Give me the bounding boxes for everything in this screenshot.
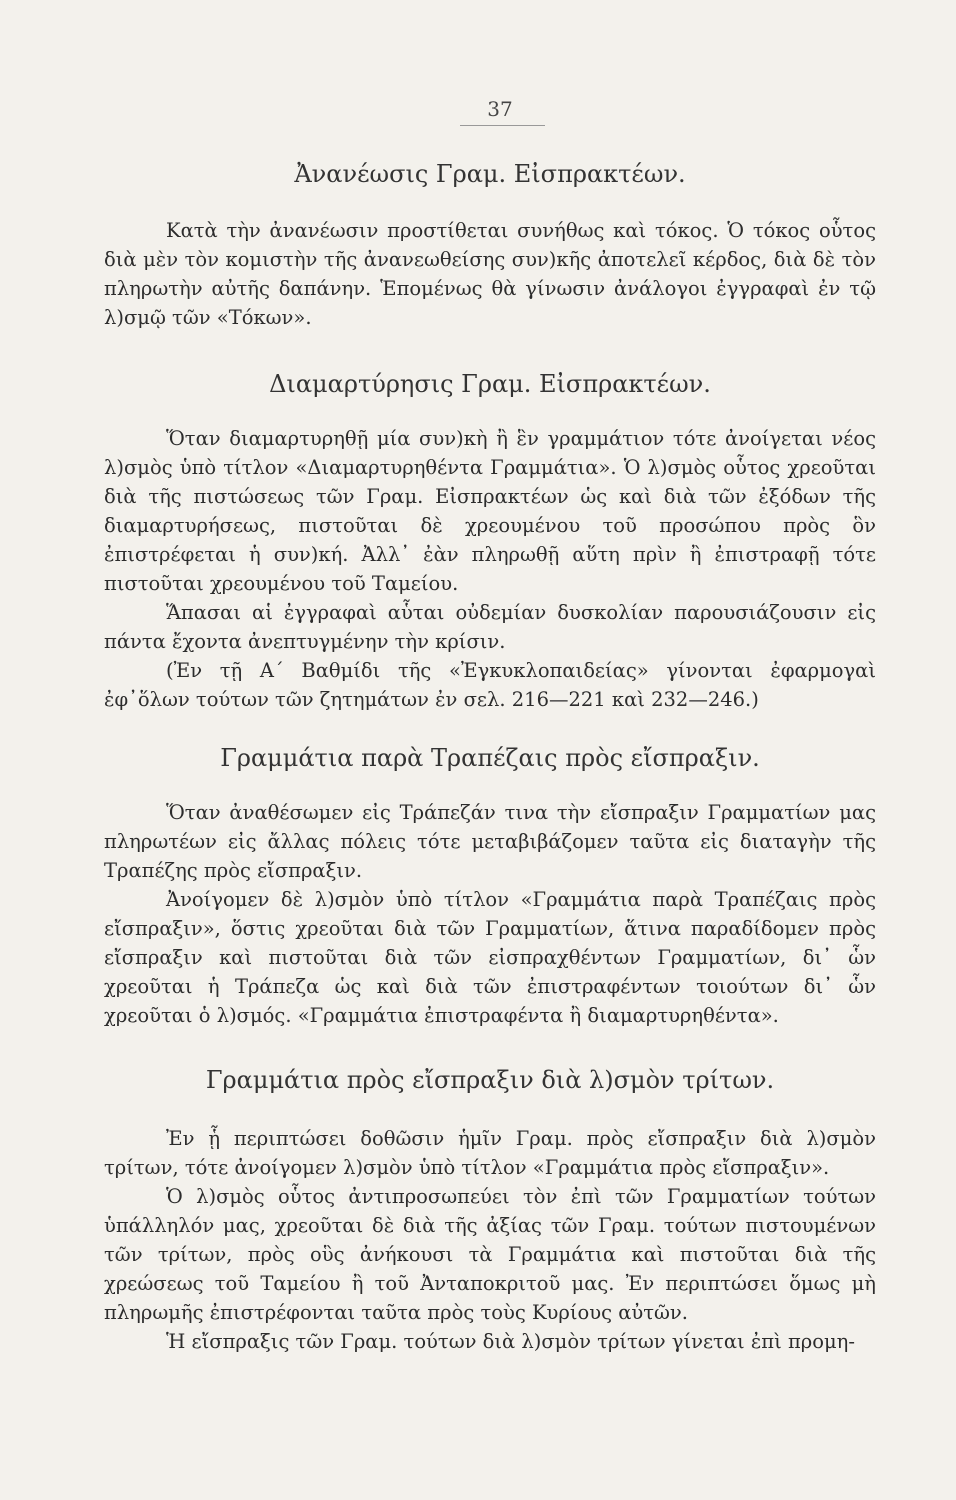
paragraph: Ὅταν διαμαρτυρηθῇ μία συν)κὴ ἢ ἓν γραμμάτιον τότε ἀνοίγεται νέος λ)σμὸς ὑπὸ τίτλον «Διαμαρτυρηθέντα Γραμμάτια». Ὁ λ)σμὸς οὗτος χρεοῦται διὰ τῆς πιστώσεως τῶν Γραμ. Εἰσπρακτέων ὡς καὶ διὰ τῶν ἐξόδων τῆς διαμαρτυρήσεως, πιστοῦται δὲ χρεουμένου τοῦ προσώπου πρὸς ὃν ἐπιστρέφεται ἡ συν)κή. Ἀλλ᾽ ἐὰν πληρωθῇ αὕτη πρὶν ἢ ἐπιστραφῇ τότε πιστοῦται χρεουμένου τοῦ Ταμείου. — [104, 427, 876, 595]
paragraph: Ὁ λ)σμὸς οὗτος ἀντιπροσωπεύει τὸν ἐπὶ τῶν Γραμματίων τούτων ὑπάλληλόν μας, χρεοῦται δὲ διὰ τῆς ἀξίας τῶν Γραμ. τούτων πιστουμένων τῶν τρίτων, πρὸς οὓς ἀνήκουσι τὰ Γραμμάτια καὶ πιστοῦται διὰ τῆς χρεώσεως τοῦ Ταμείου ἢ τοῦ Ἀνταποκριτοῦ μας. Ἐν περιπτώσει ὅμως μὴ πληρωμῆς ἐπιστρέφονται ταῦτα πρὸς τοὺς Κυρίους αὐτῶν. — [104, 1185, 876, 1324]
paragraph: Κατὰ τὴν ἀνανέωσιν προστίθεται συνήθως καὶ τόκος. Ὁ τόκος οὗτος διὰ μὲν τὸν κομιστὴν τῆς ἀνανεωθείσης συν)κῆς ἀποτελεῖ κέρδος, διὰ δὲ τὸν πληρωτὴν αὐτῆς δαπάνην. Ἑπομένως θὰ γίνωσιν ἀνάλογοι ἐγγραφαὶ ἐν τῷ λ)σμῷ τῶν «Τόκων». — [104, 219, 876, 329]
section-heading-bank-collection: Γραμμάτια παρὰ Τραπέζαις πρὸς εἴσπραξιν. — [220, 744, 760, 772]
paragraph: Ἀνοίγομεν δὲ λ)σμὸν ὑπὸ τίτλον «Γραμμάτια παρὰ Τραπέζαις πρὸς εἴσπραξιν», ὅστις χρεοῦται διὰ τῶν Γραμματίων, ἅτινα παραδίδομεν πρὸς εἴσπραξιν καὶ πιστοῦται διὰ τῶν εἰσπραχθέντων Γραμματίων, δι᾽ ὧν χρεοῦται ἡ Τράπεζα ὡς καὶ διὰ τῶν ἐπιστραφέντων τοιούτων δι᾽ ὧν χρεοῦται ὁ λ)σμός. «Γραμμάτια ἐπιστραφέντα ἢ διαμαρτυρηθέντα». — [104, 888, 876, 1027]
paragraph: Ὅταν ἀναθέσωμεν εἰς Τράπεζάν τινα τὴν εἴσπραξιν Γραμματίων μας πληρωτέων εἰς ἄλλας πόλεις τότε μεταβιβάζομεν ταῦτα εἰς διαταγὴν τῆς Τραπέζης πρὸς εἴσπραξιν. — [104, 801, 876, 882]
section-heading-third-party: Γραμμάτια πρὸς εἴσπραξιν διὰ λ)σμὸν τρίτων. — [205, 1066, 775, 1094]
section-heading-protest: Διαμαρτύρησις Γραμ. Εἰσπρακτέων. — [269, 370, 711, 398]
paragraph: (Ἐν τῇ Α´ Βαθμίδι τῆς «Ἐγκυκλοπαιδείας» γίνονται ἐφαρμογαὶ ἐφ᾽ὅλων τούτων τῶν ζητημάτων ἐν σελ. 216—221 καὶ 232—246.) — [104, 659, 876, 711]
page-number: 37 — [487, 97, 513, 121]
page-number-rule — [460, 125, 545, 126]
section-heading-renewal: Ἀνανέωσις Γραμ. Εἰσπρακτέων. — [294, 160, 686, 188]
page-body — [104, 150, 876, 1356]
paragraph: Ἐν ᾗ περιπτώσει δοθῶσιν ἡμῖν Γραμ. πρὸς εἴσπραξιν διὰ λ)σμὸν τρίτων, τότε ἀνοίγομεν λ)σμὸν ὑπὸ τίτλον «Γραμμάτια πρὸς εἴσπραξιν». — [104, 1127, 876, 1179]
paragraph: Ἡ εἴσπραξις τῶν Γραμ. τούτων διὰ λ)σμὸν τρίτων γίνεται ἐπὶ προμη- — [166, 1330, 855, 1353]
paragraph: Ἅπασαι αἱ ἐγγραφαὶ αὗται οὐδεμίαν δυσκολίαν παρουσιάζουσιν εἰς πάντα ἔχοντα ἀνεπτυγμένην τὴν κρίσιν. — [104, 601, 876, 653]
